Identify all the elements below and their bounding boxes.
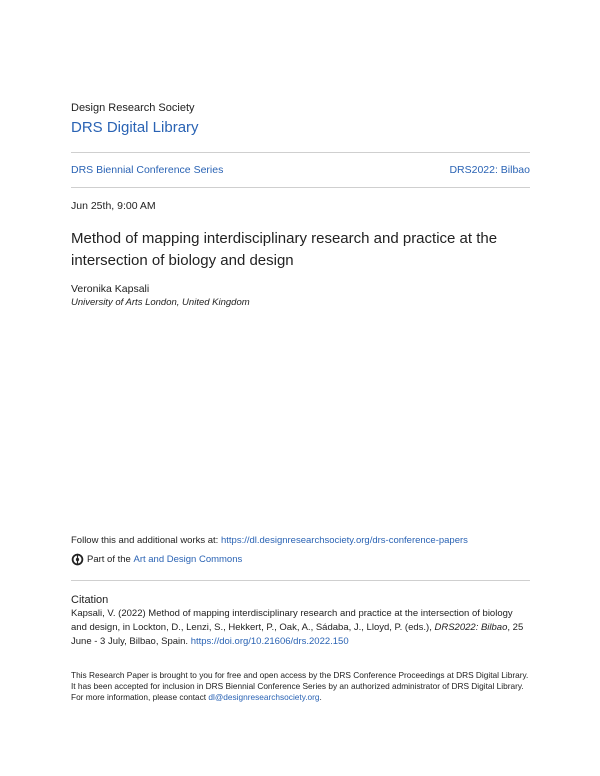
doi-link[interactable]: https://doi.org/10.21606/drs.2022.150 [190, 636, 349, 647]
divider [71, 580, 530, 581]
author-affiliation: University of Arts London, United Kingdom [71, 297, 250, 308]
part-of-line [71, 553, 242, 566]
citation-proceedings: DRS2022: Bilbao [434, 622, 508, 633]
series-link[interactable]: DRS Biennial Conference Series [71, 164, 224, 176]
follow-line [71, 535, 468, 546]
paper-title: Method of mapping interdisciplinary research and practice at the intersection of biology and design [71, 230, 498, 269]
commons-link[interactable]: Art and Design Commons [133, 554, 243, 565]
notice-text: This Research Paper is brought to you for free and open access by the DRS Conference Proceedings at DRS Digital Library. It has been accepted for inclusion in DRS Biennial Conference Series by an authorized administrator of DRS Digital Library. For more information, please contact [71, 670, 529, 702]
citation-body: Kapsali, V. (2022) Method of mapping interdisciplinary research and practice at the intersection of biology and design, in Lockton, D., Lenzi, S., Hekkert, P., Oak, A., Sádaba, J., Lloyd, P. (eds.), [71, 608, 513, 633]
citation-heading: Citation [71, 594, 109, 606]
part-label: Part of the [87, 554, 131, 565]
citation-text [71, 607, 531, 649]
event-link[interactable]: DRS2022: Bilbao [449, 164, 530, 176]
follow-url-link[interactable]: https://dl.designresearchsociety.org/drs-conference-papers [220, 535, 468, 546]
contact-email-link[interactable]: dl@designresearchsociety.org [208, 692, 320, 702]
author-name: Veronika Kapsali [71, 283, 150, 295]
session-date: Jun 25th, 9:00 AM [71, 200, 156, 212]
commons-network-icon [71, 553, 84, 566]
divider [71, 152, 530, 153]
society-name: Design Research Society [71, 102, 195, 114]
library-link[interactable]: DRS Digital Library [71, 119, 199, 136]
follow-label: Follow this and additional works at: [71, 535, 221, 546]
notice-end: . [319, 692, 322, 702]
citation-dates: , 25 June - 3 July, Bilbao, Spain. [71, 622, 524, 647]
access-notice [71, 670, 531, 703]
divider [71, 187, 530, 188]
